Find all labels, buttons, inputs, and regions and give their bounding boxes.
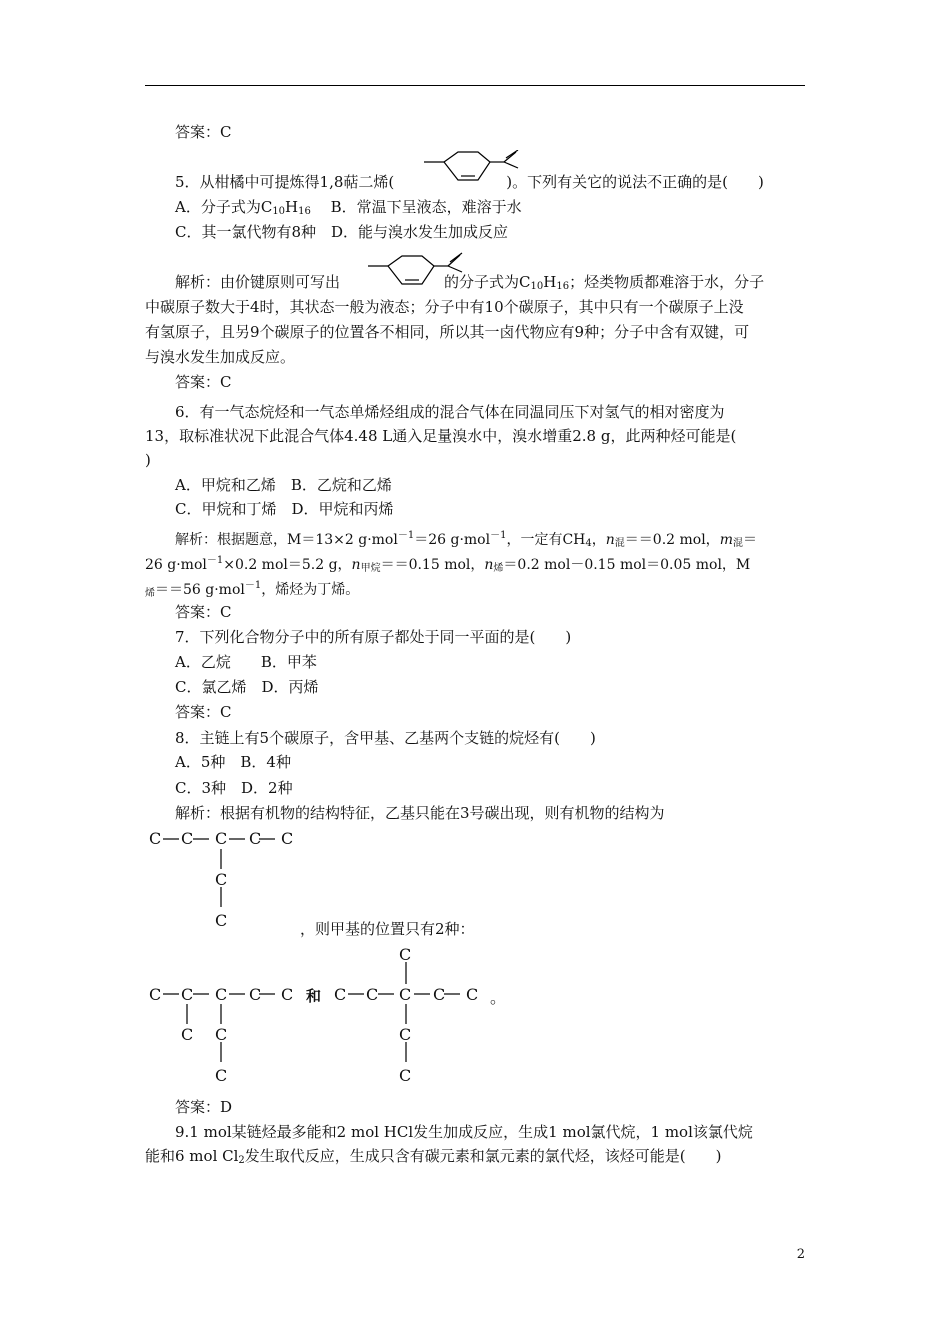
q8-analysis: 解析：根据有机物的结构特征，乙基只能在3号碳出现，则有机物的结构为 [175, 804, 665, 822]
carbon-atom: C [215, 870, 228, 889]
q6-stem-line3: ) [145, 451, 151, 469]
q6-analysis-line3: $_烯$＝＝56 g·mol$^{-1}$，烯烃为丁烯。 [145, 580, 360, 599]
q7-options-cd: C．氯乙烯 D．丙烯 [175, 678, 319, 696]
carbon-atom: C [334, 985, 347, 1004]
carbon-atom: C [249, 829, 262, 848]
carbon-atom: C [399, 1066, 412, 1085]
q5-stem-end: )。下列有关它的说法不正确的是( ) [506, 173, 764, 191]
q8-options-cd: C．3种 D．2种 [175, 779, 293, 797]
carbon-atom: C [249, 985, 262, 1004]
q8-options-ab: A．5种 B．4种 [175, 753, 291, 771]
q6-stem-line1: 6．有一气态烷烃和一气态单烯烃组成的混合气体在同温同压下对氢气的相对密度为 [175, 403, 725, 421]
q6-options-ab: A．甲烷和乙烯 B．乙烷和乙烯 [175, 476, 392, 494]
carbon-atom: C [215, 1025, 228, 1044]
carbon-atom: C [215, 911, 228, 930]
q6-analysis-line2: 26 g·mol$^{-1}$×0.2 mol＝5.2 g，$n_{甲烷}==0.15$ mol，$n_烯=0.2$ mol－0.15 mol＝0.05 mol，M [145, 555, 751, 574]
limonene-structure-icon [418, 150, 526, 192]
carbon-atom: C [281, 829, 294, 848]
q5-options-cd: C．其一氯代物有8种 D．能与溴水发生加成反应 [175, 223, 509, 241]
carbon-atom: C [366, 985, 379, 1004]
q8-methyl-text: ，则甲基的位置只有2种： [300, 920, 475, 938]
header-rule [145, 85, 805, 86]
q4-answer: 答案：C [175, 123, 232, 141]
carbon-atom: C [181, 985, 194, 1004]
q5-options-ab: A．分子式为$C_{10}H_{16}$ B．常温下呈液态，难溶于水 [175, 198, 522, 217]
page-number: 2 [796, 1247, 805, 1262]
carbon-atom: C [399, 945, 412, 964]
q5-stem-start: 5．从柑橘中可提炼得1,8萜二烯( [175, 173, 395, 191]
limonene-structure-icon [364, 252, 472, 294]
q6-analysis-line1: 解析：根据题意，M＝13×2 g·mol$^{-1}$＝26 g·mol$^{-1}$，一定有$CH_4$，$n_混==0.2$ mol，$m_混=$ [175, 530, 757, 549]
carbon-atom: C [215, 985, 228, 1004]
q9-stem-line1: 9.1 mol某链烃最多能和2 mol HCl发生加成反应，生成1 mol氯代烷，1 mol该氯代烷 [175, 1123, 753, 1141]
carbon-atom: C [281, 985, 294, 1004]
carbon-atom: C [149, 985, 162, 1004]
q7-answer: 答案：C [175, 703, 232, 721]
q7-stem: 7．下列化合物分子中的所有原子都处于同一平面的是( ) [175, 628, 572, 646]
q5-analysis-line3: 有氢原子，且另9个碳原子的位置各不相同，所以其一卤代物应有9种；分子中含有双键，可 [145, 323, 750, 341]
carbon-atom: C [149, 829, 162, 848]
carbon-atom: C [181, 1025, 194, 1044]
q8-stem: 8．主链上有5个碳原子，含甲基、乙基两个支链的烷烃有( ) [175, 729, 596, 747]
end-mark: 。 [490, 988, 507, 1007]
q5-analysis-line2: 中碳原子数大于4时，其状态一般为液态；分子中有10个碳原子，其中只有一个碳原子上没 [145, 298, 744, 316]
q6-answer: 答案：C [175, 603, 232, 621]
carbon-atom: C [399, 1025, 412, 1044]
carbon-atom: C [181, 829, 194, 848]
q5-answer: 答案：C [175, 373, 232, 391]
carbon-atom: C [215, 829, 228, 848]
q5-analysis-line4: 与溴水发生加成反应。 [145, 348, 296, 366]
q6-stem-line2: 13，取标准状况下此混合气体4.48 L通入足量溴水中，溴水增重2.8 g，此两种烃可能是( [145, 427, 737, 445]
q8-answer: 答案：D [175, 1098, 233, 1116]
q6-options-cd: C．甲烷和丁烯 D．甲烷和丙烯 [175, 500, 394, 518]
carbon-atom: C [433, 985, 446, 1004]
carbon-atom: C [399, 985, 412, 1004]
carbon-atom: C [466, 985, 479, 1004]
carbon-atom: C [215, 1066, 228, 1085]
isomer-2-bonds [330, 940, 500, 1090]
q5-analysis-line1: 解析：由价键原则可写出 的分子式为$C_{10}H_{16}$；烃类物质都难溶于水，分子 [175, 273, 765, 292]
and-word: 和 [306, 987, 322, 1005]
q9-stem-line2: 能和6 mol $Cl_2$发生取代反应，生成只含有碳元素和氯元素的氯代烃，该烃可能是( ) [145, 1147, 722, 1166]
q7-options-ab: A．乙烷 B．甲苯 [175, 653, 317, 671]
